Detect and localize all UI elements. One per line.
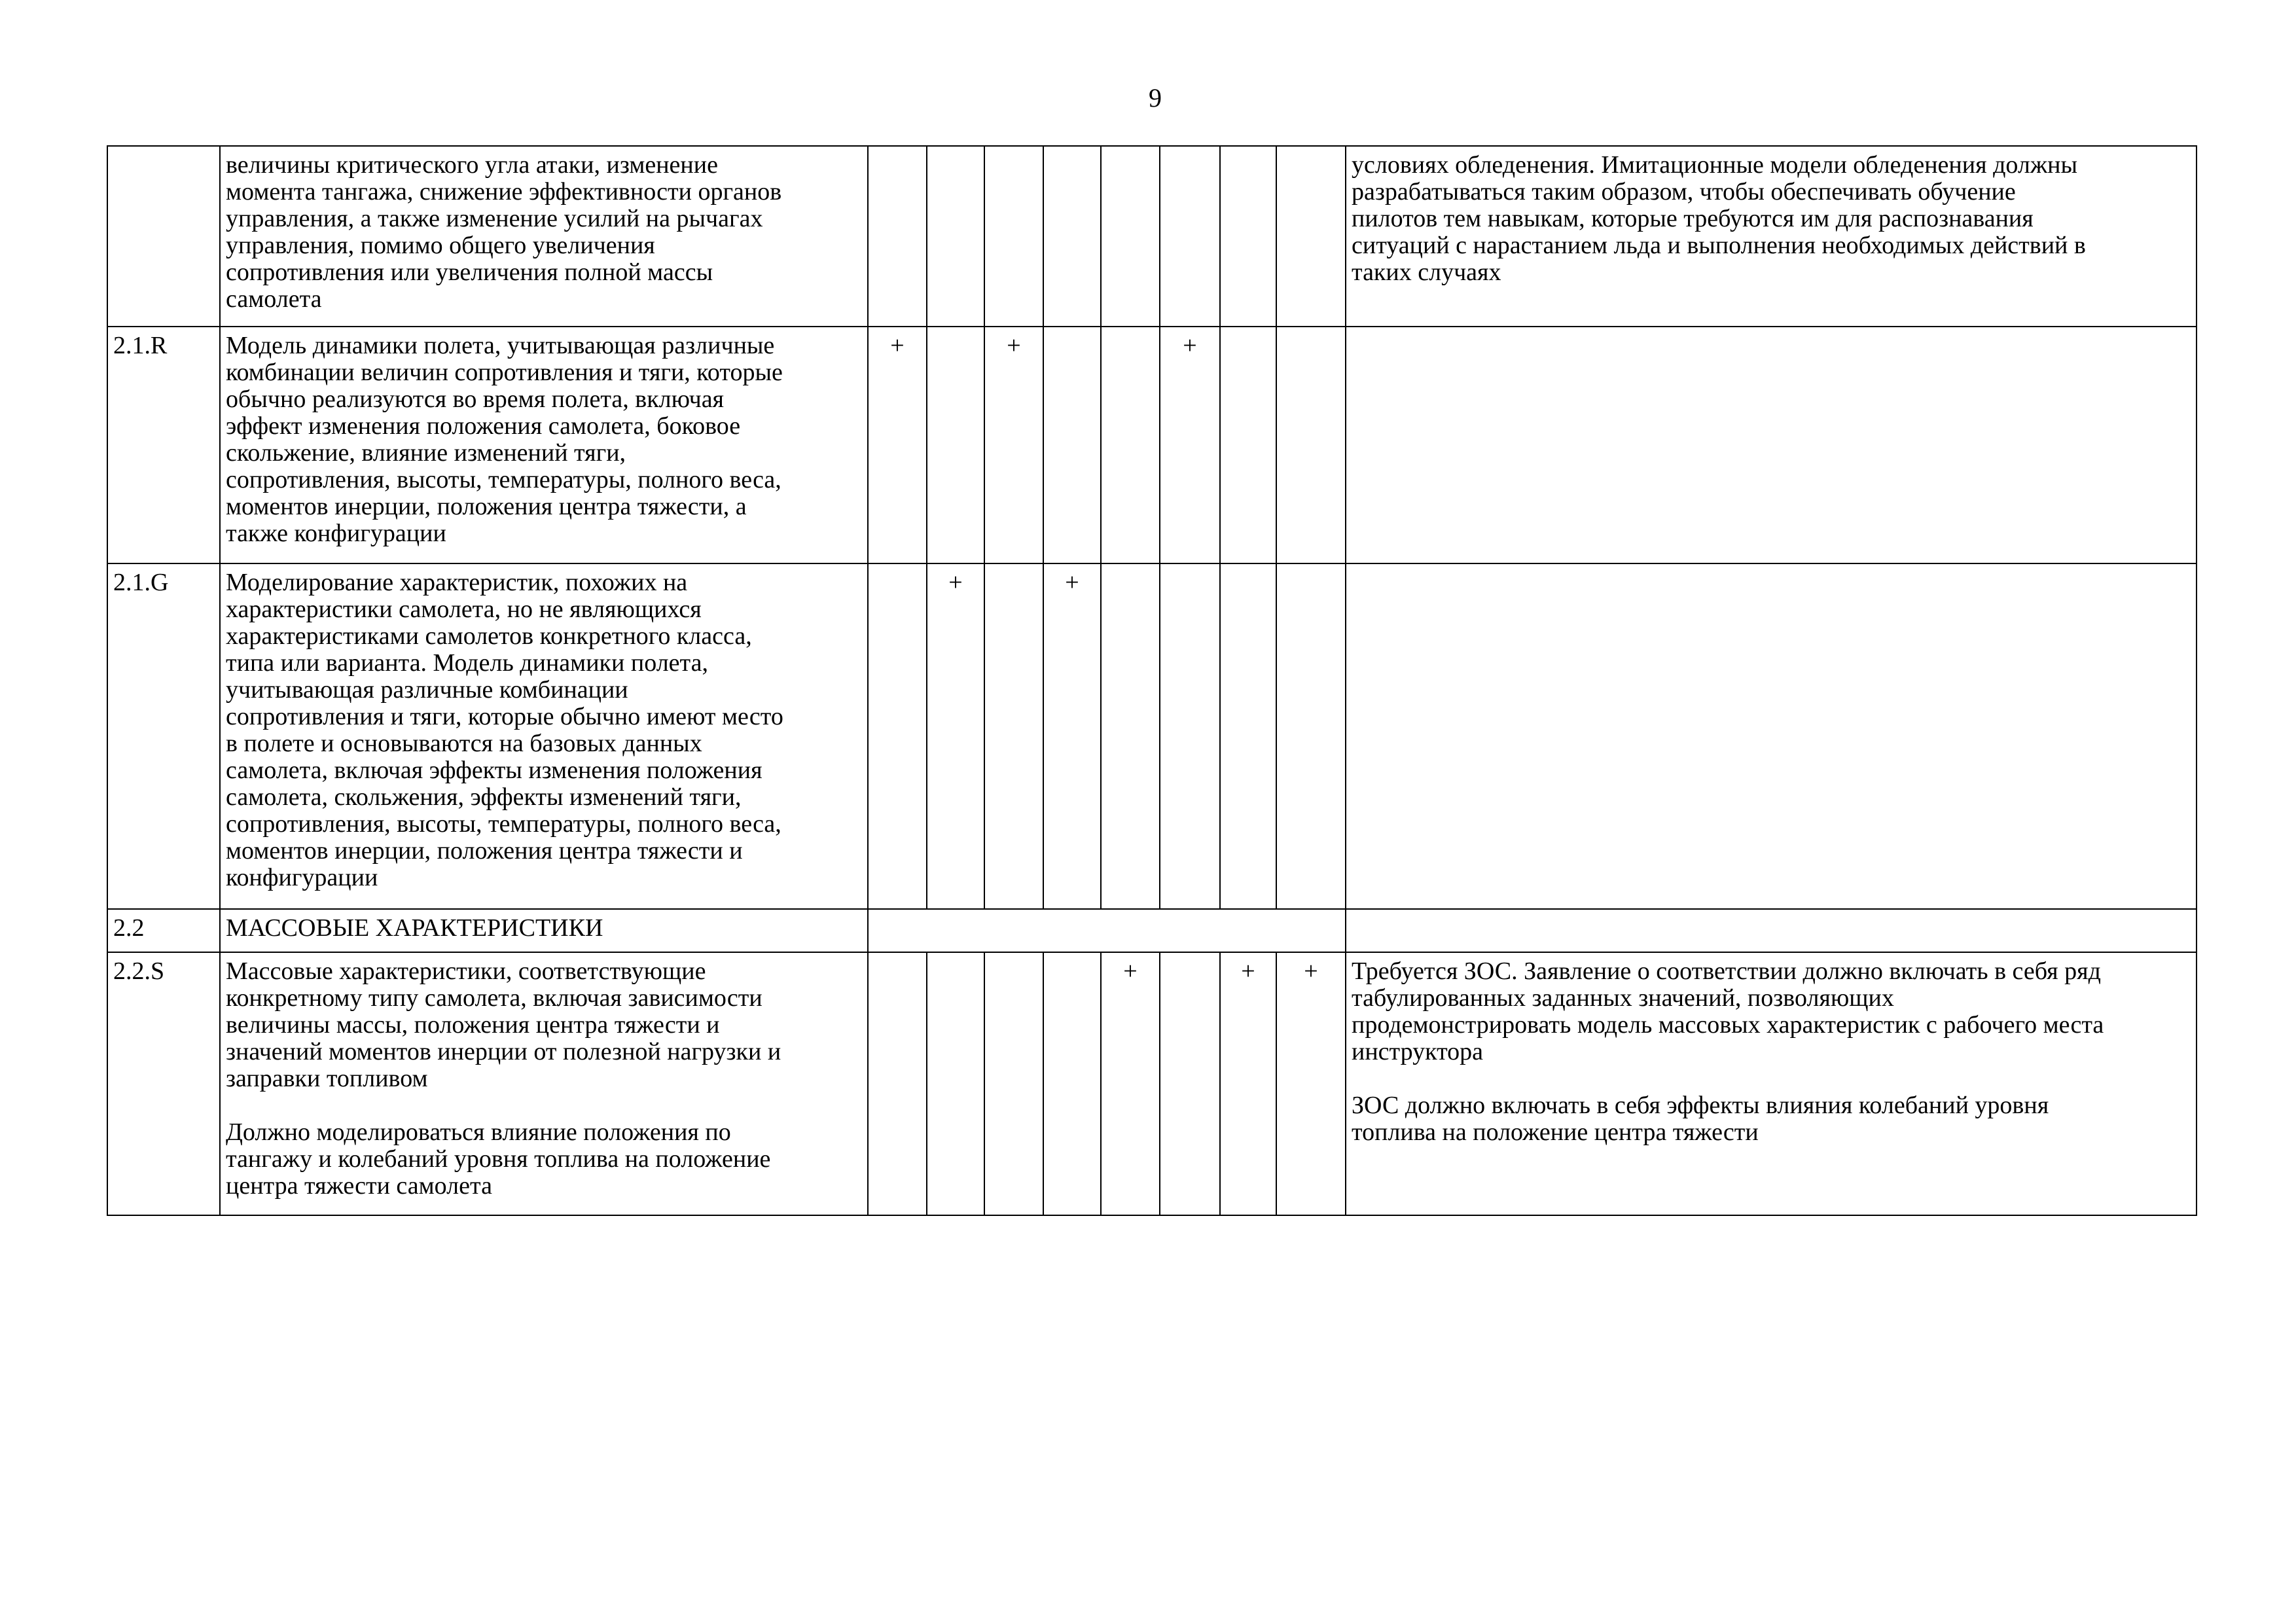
section-code: 2.2 bbox=[107, 909, 220, 952]
mark-cell bbox=[984, 952, 1043, 1215]
mark-cell bbox=[1276, 327, 1346, 563]
section-marks-merged bbox=[868, 909, 1346, 952]
mark-cell bbox=[1043, 952, 1101, 1215]
description-text: Моделирование характеристик, похожих на характеристики самолета, но не являющихся характеристиками самолетов конкретного класса, типа или варианта. Модель динамики полета, учитывающая различные комбинации сопротивления и тяги, которые обычно имеют место в полете и основываются на базовых данных самолета, включая эффекты изменения положения самолета, скольжения, эффекты изменений тяги, сопротивления, высоты, температуры, полного веса, моментов инерции, положения центра тяжести и конфигурации bbox=[226, 569, 783, 891]
mark-cell bbox=[927, 327, 984, 563]
comment-text: Требуется ЗОС. Заявление о соответствии должно включать в себя ряд табулированных заданных значений, позволяющих продемонстрировать модель массовых характеристик с рабочего места инструктора bbox=[1352, 957, 2104, 1065]
table-row bbox=[107, 146, 2197, 327]
mark-cell bbox=[1160, 563, 1220, 909]
mark-cell bbox=[1101, 146, 1160, 327]
mark-cell: + bbox=[1160, 327, 1220, 563]
mark-cell: + bbox=[984, 327, 1043, 563]
mark-cell: + bbox=[868, 327, 927, 563]
comment-text: ЗОС должно включать в себя эффекты влияния колебаний уровня топлива на положение центра тяжести bbox=[1352, 1092, 2049, 1146]
mark-cell: + bbox=[1276, 952, 1346, 1215]
mark-cell bbox=[1043, 327, 1101, 563]
description-text: Массовые характеристики, соответствующие конкретному типу самолета, включая зависимости величины массы, положения центра тяжести и значений моментов инерции от полезной нагрузки и заправки топливом bbox=[226, 957, 781, 1092]
requirements-table bbox=[107, 145, 2197, 1216]
page-number: 9 bbox=[1149, 83, 1162, 113]
section-comment bbox=[1346, 909, 2197, 952]
table-row bbox=[107, 563, 2197, 909]
row-code bbox=[107, 146, 220, 327]
row-code: 2.2.S bbox=[107, 952, 220, 1215]
comment-text: условиях обледенения. Имитационные модели обледенения должны разрабатываться таким образом, чтобы обеспечивать обучение пилотов тем навыкам, которые требуются им для распознавания ситуаций с нарастанием льда и выполнения необходимых действий в таких случаях bbox=[1352, 151, 2086, 286]
mark-cell bbox=[1220, 563, 1276, 909]
mark-cell bbox=[984, 146, 1043, 327]
description-text: Модель динамики полета, учитывающая различные комбинации величин сопротивления и тяги, которые обычно реализуются во время полета, включая эффект изменения положения самолета, боковое скольжение, влияние изменений тяги, сопротивления, высоты, температуры, полного веса, моментов инерции, положения центра тяжести, а также конфигурации bbox=[226, 332, 783, 547]
row-code: 2.1.G bbox=[107, 563, 220, 909]
mark-cell bbox=[927, 952, 984, 1215]
mark-cell bbox=[868, 952, 927, 1215]
mark-cell bbox=[868, 146, 927, 327]
row-comment bbox=[1346, 563, 2197, 909]
table-row bbox=[107, 952, 2197, 1215]
mark-cell bbox=[1101, 327, 1160, 563]
row-description bbox=[220, 952, 868, 1215]
mark-cell bbox=[984, 563, 1043, 909]
mark-cell: + bbox=[927, 563, 984, 909]
row-comment bbox=[1346, 146, 2197, 327]
section-row bbox=[107, 909, 2197, 952]
mark-cell bbox=[1220, 146, 1276, 327]
mark-cell bbox=[1220, 327, 1276, 563]
row-comment bbox=[1346, 327, 2197, 563]
paragraph-gap bbox=[226, 1092, 862, 1119]
mark-cell: + bbox=[1043, 563, 1101, 909]
description-text: величины критического угла атаки, изменение момента тангажа, снижение эффективности органов управления, а также изменение усилий на рычагах управления, помимо общего увеличения сопротивления или увеличения полной массы самолета bbox=[226, 151, 782, 313]
mark-cell bbox=[1276, 563, 1346, 909]
paragraph-gap bbox=[1352, 1065, 2191, 1092]
row-description bbox=[220, 146, 868, 327]
row-comment bbox=[1346, 952, 2197, 1215]
mark-cell bbox=[1276, 146, 1346, 327]
table-row bbox=[107, 327, 2197, 563]
mark-cell bbox=[1043, 146, 1101, 327]
mark-cell: + bbox=[1220, 952, 1276, 1215]
row-description bbox=[220, 327, 868, 563]
mark-cell bbox=[1160, 146, 1220, 327]
row-description bbox=[220, 563, 868, 909]
mark-cell bbox=[1160, 952, 1220, 1215]
description-text: Должно моделироваться влияние положения по тангажу и колебаний уровня топлива на положение центра тяжести самолета bbox=[226, 1118, 771, 1200]
section-title: МАССОВЫЕ ХАРАКТЕРИСТИКИ bbox=[220, 909, 868, 952]
mark-cell bbox=[1101, 563, 1160, 909]
mark-cell: + bbox=[1101, 952, 1160, 1215]
row-code: 2.1.R bbox=[107, 327, 220, 563]
mark-cell bbox=[927, 146, 984, 327]
mark-cell bbox=[868, 563, 927, 909]
